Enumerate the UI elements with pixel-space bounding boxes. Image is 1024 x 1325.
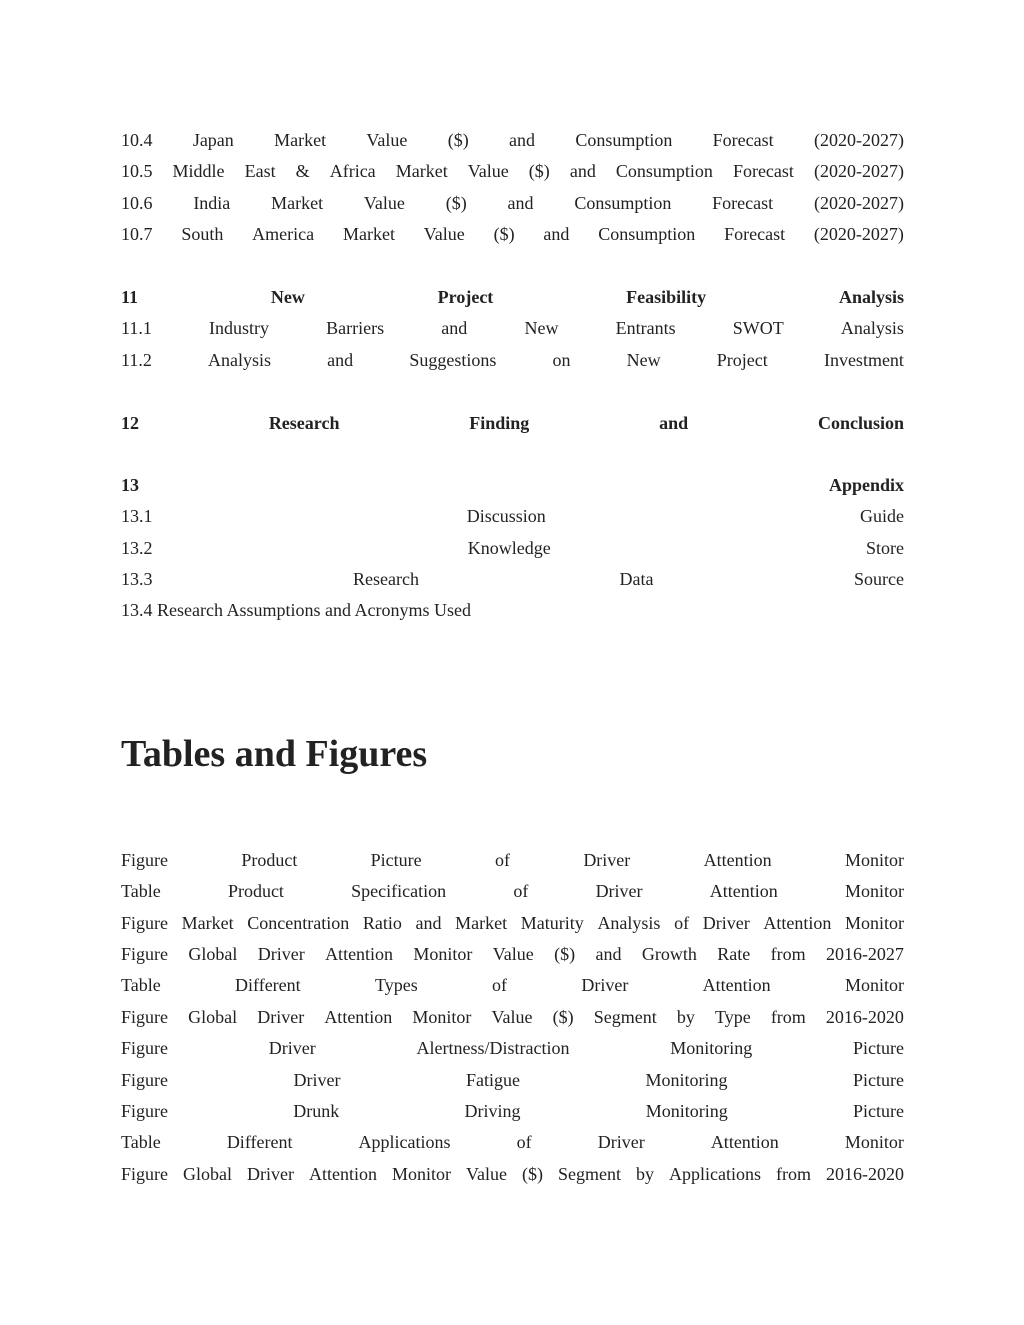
toc-word: and (569, 161, 596, 181)
toc-word: 13.3 (121, 569, 153, 589)
figure-word: Driver (293, 1070, 341, 1090)
figure-line (121, 1033, 904, 1064)
figure-line (121, 1159, 904, 1190)
toc-word: 13.4 Research Assumptions and Acronyms Used (121, 600, 471, 620)
toc-word: Source (854, 569, 904, 589)
toc-word: Conclusion (817, 413, 904, 433)
figure-word: Driver (268, 1038, 316, 1058)
figure-word: 2016-2020 (825, 1164, 904, 1184)
figure-word: Figure (121, 1101, 168, 1121)
figure-line (121, 1002, 904, 1033)
toc-word: Middle (172, 161, 225, 181)
toc-word: and (543, 224, 570, 244)
figure-word: Types (374, 975, 418, 995)
toc-word: New (524, 318, 559, 338)
toc-word: 10.7 (121, 224, 153, 244)
toc-word: (2020-2027) (813, 224, 904, 244)
figure-word: of (513, 881, 529, 901)
toc-word: Analysis (208, 350, 271, 370)
toc-word: Research (353, 569, 419, 589)
figure-word: Rate (717, 944, 751, 964)
toc-word: (2020-2027) (813, 161, 904, 181)
figure-word: Figure (121, 850, 168, 870)
figure-word: Product (241, 850, 298, 870)
figure-word: Fatigue (465, 1070, 520, 1090)
figure-word: from (775, 1164, 811, 1184)
figure-word: Applications (358, 1132, 451, 1152)
figure-word: Global (183, 1164, 232, 1184)
toc-word: 13 (121, 475, 139, 495)
figure-word: Attention (709, 881, 778, 901)
toc-line (121, 501, 904, 532)
toc-word: Store (865, 538, 904, 558)
toc-word: Entrants (615, 318, 676, 338)
toc-word: Suggestions (409, 350, 497, 370)
figure-word: Picture (853, 1070, 904, 1090)
figure-line (121, 1127, 904, 1158)
toc-word: Knowledge (467, 538, 551, 558)
toc-line (121, 345, 904, 376)
figure-word: Monitor (844, 913, 904, 933)
toc-line (121, 188, 904, 219)
toc-word: Feasibility (626, 287, 707, 307)
toc-word: Forecast (712, 130, 774, 150)
figure-line (121, 1065, 904, 1096)
figure-word: Applications (668, 1164, 761, 1184)
figure-word: ($) (554, 944, 576, 964)
figure-word: Concentration (247, 913, 350, 933)
figure-line (121, 970, 904, 1001)
toc-word: SWOT (732, 318, 784, 338)
toc-word: Research (268, 413, 340, 433)
toc-word: Appendix (828, 475, 904, 495)
toc-word: Forecast (712, 193, 774, 213)
figure-word: Segment (593, 1007, 657, 1027)
figure-word: Monitor (391, 1164, 451, 1184)
figure-word: Growth (641, 944, 697, 964)
toc-word: America (252, 224, 315, 244)
figure-word: Driver (583, 850, 631, 870)
figure-word: Analysis (597, 913, 661, 933)
figure-word: Product (227, 881, 284, 901)
figure-word: 2016-2027 (825, 944, 904, 964)
toc-line (121, 533, 904, 564)
toc-line (121, 564, 904, 595)
toc-line (121, 282, 904, 313)
toc-word: Industry (209, 318, 269, 338)
toc-word: Value (423, 224, 465, 244)
toc-word: ($) (493, 224, 515, 244)
figure-word: ($) (521, 1164, 543, 1184)
figure-line (121, 1096, 904, 1127)
figure-word: Driver (247, 1164, 294, 1184)
toc-word: ($) (445, 193, 467, 213)
toc-line (121, 219, 904, 250)
toc-line (121, 595, 904, 626)
toc-word: Market (342, 224, 395, 244)
toc-word: Analysis (840, 318, 904, 338)
toc-word: Forecast (724, 224, 786, 244)
figure-word: Attention (710, 1132, 779, 1152)
figure-word: Market (455, 913, 508, 933)
toc-word: Consumption (598, 224, 696, 244)
figure-word: Value (491, 1007, 533, 1027)
toc-word: Value (363, 193, 405, 213)
toc-word: Finding (469, 413, 530, 433)
toc-word: on (552, 350, 571, 370)
toc-word: 11.1 (121, 318, 152, 338)
toc-line (121, 156, 904, 187)
figure-word: Monitoring (645, 1070, 728, 1090)
figure-word: Type (714, 1007, 751, 1027)
figure-word: Picture (370, 850, 422, 870)
figure-word: Table (121, 881, 161, 901)
figure-word: Attention (308, 1164, 377, 1184)
figure-word: Different (226, 1132, 293, 1152)
figure-word: Attention (703, 850, 772, 870)
figure-word: Drunk (293, 1101, 340, 1121)
toc-word: and (441, 318, 468, 338)
toc-word: 11.2 (121, 350, 152, 370)
toc-line (121, 125, 904, 156)
figure-word: Ratio (362, 913, 402, 933)
figure-word: and (595, 944, 622, 964)
toc-word: 13.1 (121, 506, 153, 526)
toc-word: and (659, 413, 689, 433)
toc-word: Market (274, 130, 327, 150)
toc-word: 11 (121, 287, 139, 307)
figure-word: Figure (121, 913, 168, 933)
figure-word: and (415, 913, 442, 933)
figure-word: Attention (325, 944, 394, 964)
figure-word: ($) (552, 1007, 574, 1027)
toc-word: 10.6 (121, 193, 153, 213)
figure-word: Driver (595, 881, 643, 901)
figure-word: Global (188, 1007, 238, 1027)
toc-word: 12 (121, 413, 139, 433)
toc-line (121, 408, 904, 439)
toc-word: (2020-2027) (813, 193, 904, 213)
figure-word: Monitoring (645, 1101, 728, 1121)
toc-word: 10.5 (121, 161, 153, 181)
figure-word: Value (492, 944, 534, 964)
toc-word: Project (716, 350, 768, 370)
figure-word: by (676, 1007, 695, 1027)
figure-word: Value (466, 1164, 507, 1184)
toc-word: Consumption (615, 161, 713, 181)
figure-line (121, 845, 904, 876)
toc-word: Barriers (326, 318, 385, 338)
figure-word: Driving (464, 1101, 521, 1121)
toc-line (121, 470, 904, 501)
figure-word: Figure (121, 1070, 168, 1090)
toc-word: Value (366, 130, 408, 150)
figure-word: from (770, 1007, 806, 1027)
figure-word: from (770, 944, 806, 964)
figure-word: Figure (121, 1038, 168, 1058)
figure-word: Picture (852, 1101, 904, 1121)
figure-line (121, 876, 904, 907)
toc-word: Investment (823, 350, 904, 370)
figure-word: Figure (121, 1164, 168, 1184)
toc-word: Market (395, 161, 448, 181)
figure-word: Driver (581, 975, 629, 995)
toc-word: (2020-2027) (813, 130, 904, 150)
figure-word: Monitor (844, 881, 904, 901)
toc-word: and (507, 193, 534, 213)
toc-word: Market (271, 193, 324, 213)
figure-word: of (492, 975, 508, 995)
figure-word: Figure (121, 1007, 168, 1027)
figure-word: of (516, 1132, 532, 1152)
figure-word: Table (121, 1132, 161, 1152)
figure-word: Attention (763, 913, 832, 933)
toc-word: and (509, 130, 536, 150)
figure-word: Attention (324, 1007, 393, 1027)
toc-word: 13.2 (121, 538, 153, 558)
figure-word: Global (188, 944, 238, 964)
figure-word: Specification (351, 881, 447, 901)
figure-word: of (674, 913, 690, 933)
figure-word: Monitor (412, 1007, 472, 1027)
toc-word: ($) (447, 130, 469, 150)
figure-word: Alertness/Distraction (416, 1038, 570, 1058)
toc-word: India (193, 193, 231, 213)
toc-word: Project (437, 287, 494, 307)
figure-word: Monitoring (670, 1038, 753, 1058)
toc-word: Value (467, 161, 509, 181)
toc-word: 10.4 (121, 130, 153, 150)
figure-word: Segment (557, 1164, 621, 1184)
toc-word: & (295, 161, 310, 181)
toc-word: Analysis (838, 287, 904, 307)
figure-word: Attention (702, 975, 771, 995)
tables-and-figures-heading: Tables and Figures (121, 733, 428, 775)
toc-line (121, 313, 904, 344)
figure-word: Table (121, 975, 161, 995)
toc-word: Japan (192, 130, 234, 150)
toc-word: ($) (528, 161, 550, 181)
toc-word: New (626, 350, 661, 370)
figure-word: Monitor (844, 975, 904, 995)
figure-word: Driver (597, 1132, 645, 1152)
figure-line (121, 908, 904, 939)
figure-word: Driver (702, 913, 750, 933)
toc-word: Consumption (574, 193, 672, 213)
figure-word: Picture (852, 1038, 904, 1058)
figure-line (121, 939, 904, 970)
figure-word: Figure (121, 944, 168, 964)
figure-word: 2016-2020 (825, 1007, 904, 1027)
figure-word: Driver (257, 1007, 305, 1027)
toc-word: New (270, 287, 305, 307)
figure-word: Monitor (844, 850, 904, 870)
figure-word: of (494, 850, 510, 870)
toc-word: Africa (329, 161, 376, 181)
figure-word: Driver (257, 944, 305, 964)
toc-word: South (181, 224, 224, 244)
figure-word: Market (181, 913, 234, 933)
toc-word: Guide (859, 506, 904, 526)
toc-word: Data (619, 569, 654, 589)
toc-word: and (327, 350, 354, 370)
toc-word: East (244, 161, 276, 181)
figure-word: Different (235, 975, 301, 995)
toc-word: Discussion (466, 506, 546, 526)
figure-word: by (635, 1164, 654, 1184)
figure-word: Monitor (844, 1132, 904, 1152)
toc-word: Consumption (575, 130, 673, 150)
toc-word: Forecast (732, 161, 794, 181)
figure-word: Monitor (413, 944, 473, 964)
figure-word: Maturity (520, 913, 584, 933)
